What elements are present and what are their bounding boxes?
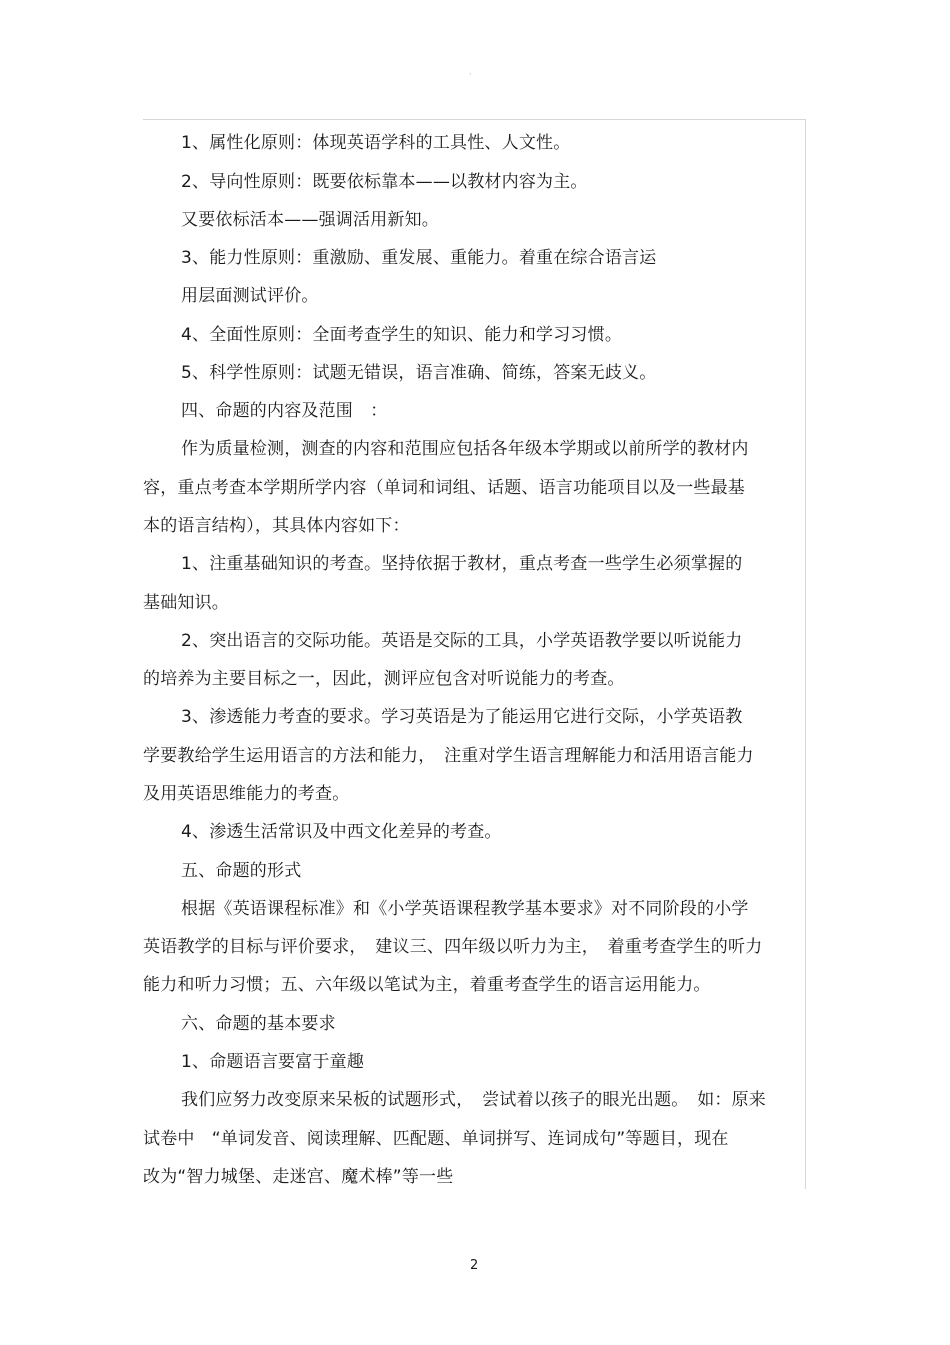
text-line: 容，重点考查本学期所学内容（单词和词组、话题、语言功能项目以及一些最基 (143, 478, 745, 498)
text-line: 2、突出语言的交际功能。英语是交际的工具，小学英语教学要以听说能力 (181, 631, 743, 651)
section-heading: 六、命题的基本要求 (181, 1014, 336, 1034)
text-line: 又要依标活本——强调活用新知。 (181, 210, 439, 230)
text-line: 改为“智力城堡、走迷宫、魔术棒”等一些 (143, 1167, 454, 1187)
text-line: 4、全面性原则：全面考查学生的知识、能力和学习习惯。 (181, 325, 623, 345)
section-heading: 五、命题的形式 (181, 861, 302, 881)
text-line: 学要教给学生运用语言的方法和能力， 注重对学生语言理解能力和活用语言能力 (143, 746, 754, 766)
text-line: 根据《英语课程标准》和《小学英语课程教学基本要求》对不同阶段的小学 (181, 899, 749, 919)
text-line: 及用英语思维能力的考查。 (143, 784, 350, 804)
text-line: 基础知识。 (143, 593, 229, 613)
page-number: 2 (470, 1258, 479, 1273)
text-line: 我们应努力改变原来呆板的试题形式， 尝试着以孩子的眼光出题。 如：原来 (181, 1090, 766, 1110)
text-line: 1、注重基础知识的考查。坚持依据于教材，重点考查一些学生必须掌握的 (181, 554, 743, 574)
text-line: 作为质量检测，测查的内容和范围应包括各年级本学期或以前所学的教材内 (181, 439, 749, 459)
text-line: 5、科学性原则：试题无错误，语言准确、简练，答案无歧义。 (181, 363, 657, 383)
text-line: 1、属性化原则：体现英语学科的工具性、人文性。 (181, 133, 571, 153)
text-line: 英语教学的目标与评价要求， 建议三、四年级以听力为主， 着重考查学生的听力 (143, 937, 763, 957)
text-line: 能力和听力习惯；五、六年级以笔试为主，着重考查学生的语言运用能力。 (143, 975, 711, 995)
text-line: 的培养为主要目标之一，因此，测评应包含对听说能力的考查。 (143, 669, 625, 689)
section-heading: 四、命题的内容及范围 ： (181, 401, 388, 421)
text-line: 1、命题语言要富于童趣 (181, 1052, 365, 1072)
text-line: 2、导向性原则：既要依标靠本——以教材内容为主。 (181, 172, 588, 192)
text-line: 3、渗透能力考查的要求。学习英语是为了能运用它进行交际，小学英语教 (181, 707, 743, 727)
text-line: 本的语言结构），其具体内容如下： (143, 516, 410, 536)
text-line: 3、能力性原则：重激励、重发展、重能力。着重在综合语言运 (181, 248, 657, 268)
text-line: 4、渗透生活常识及中西文化差异的考查。 (181, 822, 502, 842)
top-mark: · (469, 70, 472, 79)
text-line: 用层面测试评价。 (181, 286, 319, 306)
text-line: 试卷中 “单词发音、阅读理解、匹配题、单词拼写、连词成句”等题目，现在 (143, 1129, 729, 1149)
